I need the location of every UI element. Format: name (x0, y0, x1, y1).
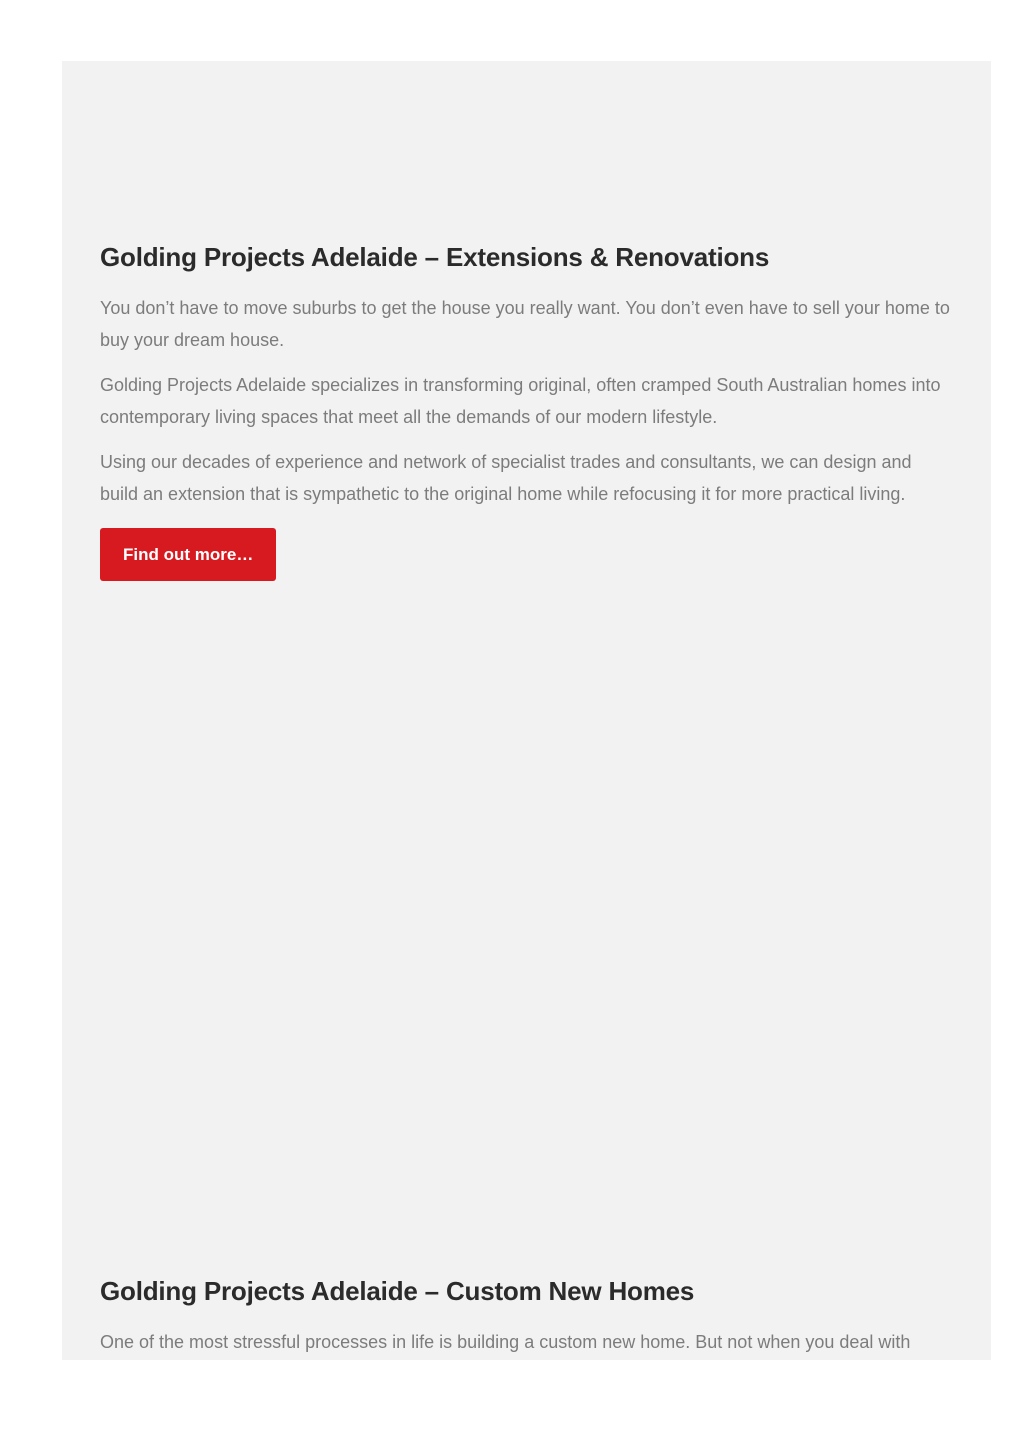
section-title: Golding Projects Adelaide – Extensions & Renovations (100, 242, 770, 272)
content-panel (62, 61, 991, 1360)
extensions-renovations-section (100, 239, 952, 581)
custom-new-homes-section (100, 1273, 952, 1360)
section-paragraph: You don’t have to move suburbs to get the house you really want. You don’t even have to sell your home to buy your dream house. (100, 298, 950, 350)
find-out-more-button[interactable]: Find out more… (100, 528, 276, 581)
section-title: Golding Projects Adelaide – Custom New Homes (100, 1276, 695, 1306)
section-paragraph: One of the most stressful processes in life is building a custom new home. But not when you deal with (100, 1332, 911, 1352)
section-paragraph: Using our decades of experience and network of specialist trades and consultants, we can design and build an extension that is sympathetic to the original home while refocusing it for more practical living. (100, 452, 912, 504)
section-paragraph: Golding Projects Adelaide specializes in transforming original, often cramped South Australian homes into contemporary living spaces that meet all the demands of our modern lifestyle. (100, 375, 941, 427)
